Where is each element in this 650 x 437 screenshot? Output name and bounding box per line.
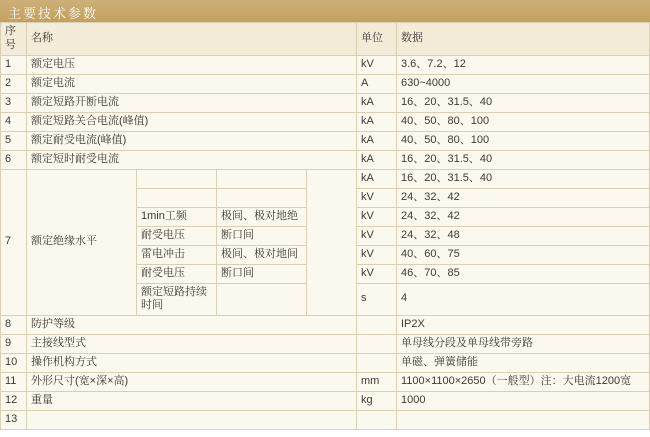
table-row [1, 316, 650, 335]
row-data: 16、20、31.5、40 [397, 150, 650, 169]
insulation-spacer-col [307, 169, 357, 316]
row-no: 13 [1, 411, 27, 430]
insulation-spacer-kind [137, 169, 217, 188]
row-no: 3 [1, 93, 27, 112]
row-no: 10 [1, 354, 27, 373]
page-title: 主要技术参数 [8, 6, 99, 21]
row-name: 额定电压 [27, 55, 357, 74]
table-row [1, 74, 650, 93]
row-unit: kV [357, 264, 397, 283]
table-header-row [1, 23, 650, 56]
row-name: 主接线型式 [27, 335, 357, 354]
row-unit [357, 335, 397, 354]
row-data: 24、32、42 [397, 188, 650, 207]
row-data: 16、20、31.5、40 [397, 93, 650, 112]
row-data: 40、60、75 [397, 245, 650, 264]
row-name: 操作机构方式 [27, 354, 357, 373]
specifications-table [0, 22, 650, 430]
row-no: 4 [1, 112, 27, 131]
row-no: 5 [1, 131, 27, 150]
header-no: 序号 [1, 23, 27, 56]
row-data: 3.6、7.2、12 [397, 55, 650, 74]
row-data: 单磁、弹簧储能 [397, 354, 650, 373]
row-unit: kV [357, 245, 397, 264]
insulation-kind-1min-withstand: 耐受电压 [137, 226, 217, 245]
table-row [1, 411, 650, 430]
row-no: 6 [1, 150, 27, 169]
row-data: 46、70、85 [397, 264, 650, 283]
row-unit [357, 316, 397, 335]
row-name: 外形尺寸(宽×深×高) [27, 373, 357, 392]
insulation-where-1min-a: 极间、极对地绝 [217, 207, 307, 226]
row-data: 16、20、31.5、40 [397, 169, 650, 188]
header-name: 名称 [27, 23, 357, 56]
table-row [1, 55, 650, 74]
row-data: 单母线分段及单母线带旁路 [397, 335, 650, 354]
row-data: IP2X [397, 316, 650, 335]
insulation-spacer-where [217, 169, 307, 188]
row-no: 9 [1, 335, 27, 354]
row-unit: kA [357, 150, 397, 169]
row-name: 额定短路关合电流(峰值) [27, 112, 357, 131]
row-unit [357, 354, 397, 373]
insulation-spacer-where2 [217, 188, 307, 207]
table-row [1, 93, 650, 112]
insulation-where-lightning-b: 断口间 [217, 264, 307, 283]
header-data: 数据 [397, 23, 650, 56]
insulation-spacer-where3 [217, 283, 307, 316]
title-bar [0, 0, 650, 22]
table-row [1, 373, 650, 392]
row-no: 11 [1, 373, 27, 392]
table-row-insulation [1, 169, 650, 188]
row-unit: kg [357, 392, 397, 411]
row-data [397, 411, 650, 430]
row-no: 7 [1, 169, 27, 316]
row-unit: mm [357, 373, 397, 392]
insulation-kind-lightning-withstand: 耐受电压 [137, 264, 217, 283]
table-row [1, 150, 650, 169]
insulation-where-1min-b: 断口间 [217, 226, 307, 245]
row-unit: kV [357, 55, 397, 74]
row-no: 1 [1, 55, 27, 74]
row-no: 8 [1, 316, 27, 335]
row-unit: kA [357, 93, 397, 112]
row-name: 防护等级 [27, 316, 357, 335]
row-name: 额定短路开断电流 [27, 93, 357, 112]
row-unit: kV [357, 188, 397, 207]
insulation-kind-1min: 1min工频 [137, 207, 217, 226]
row-unit: kV [357, 226, 397, 245]
table-row [1, 392, 650, 411]
row-data: 1000 [397, 392, 650, 411]
insulation-where-lightning-a: 极间、极对地间 [217, 245, 307, 264]
row-data: 24、32、48 [397, 226, 650, 245]
row-unit: kV [357, 207, 397, 226]
table-row [1, 335, 650, 354]
row-data: 24、32、42 [397, 207, 650, 226]
table-row [1, 131, 650, 150]
row-name: 额定电流 [27, 74, 357, 93]
row-unit [357, 411, 397, 430]
row-unit: kA [357, 131, 397, 150]
row-unit: A [357, 74, 397, 93]
insulation-spacer-kind2 [137, 188, 217, 207]
insulation-name: 额定绝缘水平 [27, 169, 137, 316]
row-name: 重量 [27, 392, 357, 411]
table-row [1, 112, 650, 131]
row-unit: kA [357, 112, 397, 131]
row-data: 1100×1100×2650（一般型）注：大电流1200宽 [397, 373, 650, 392]
row-no: 12 [1, 392, 27, 411]
row-name-duration: 额定短路持续时间 [137, 283, 217, 316]
row-data: 4 [397, 283, 650, 316]
row-unit: s [357, 283, 397, 316]
header-unit: 单位 [357, 23, 397, 56]
row-data: 630~4000 [397, 74, 650, 93]
row-data: 40、50、80、100 [397, 131, 650, 150]
row-no: 2 [1, 74, 27, 93]
table-row [1, 354, 650, 373]
insulation-kind-lightning: 雷电冲击 [137, 245, 217, 264]
row-name: 额定短时耐受电流 [27, 150, 357, 169]
row-data: 40、50、80、100 [397, 112, 650, 131]
row-unit: kA [357, 169, 397, 188]
row-name: 额定耐受电流(峰值) [27, 131, 357, 150]
row-name [27, 411, 357, 430]
